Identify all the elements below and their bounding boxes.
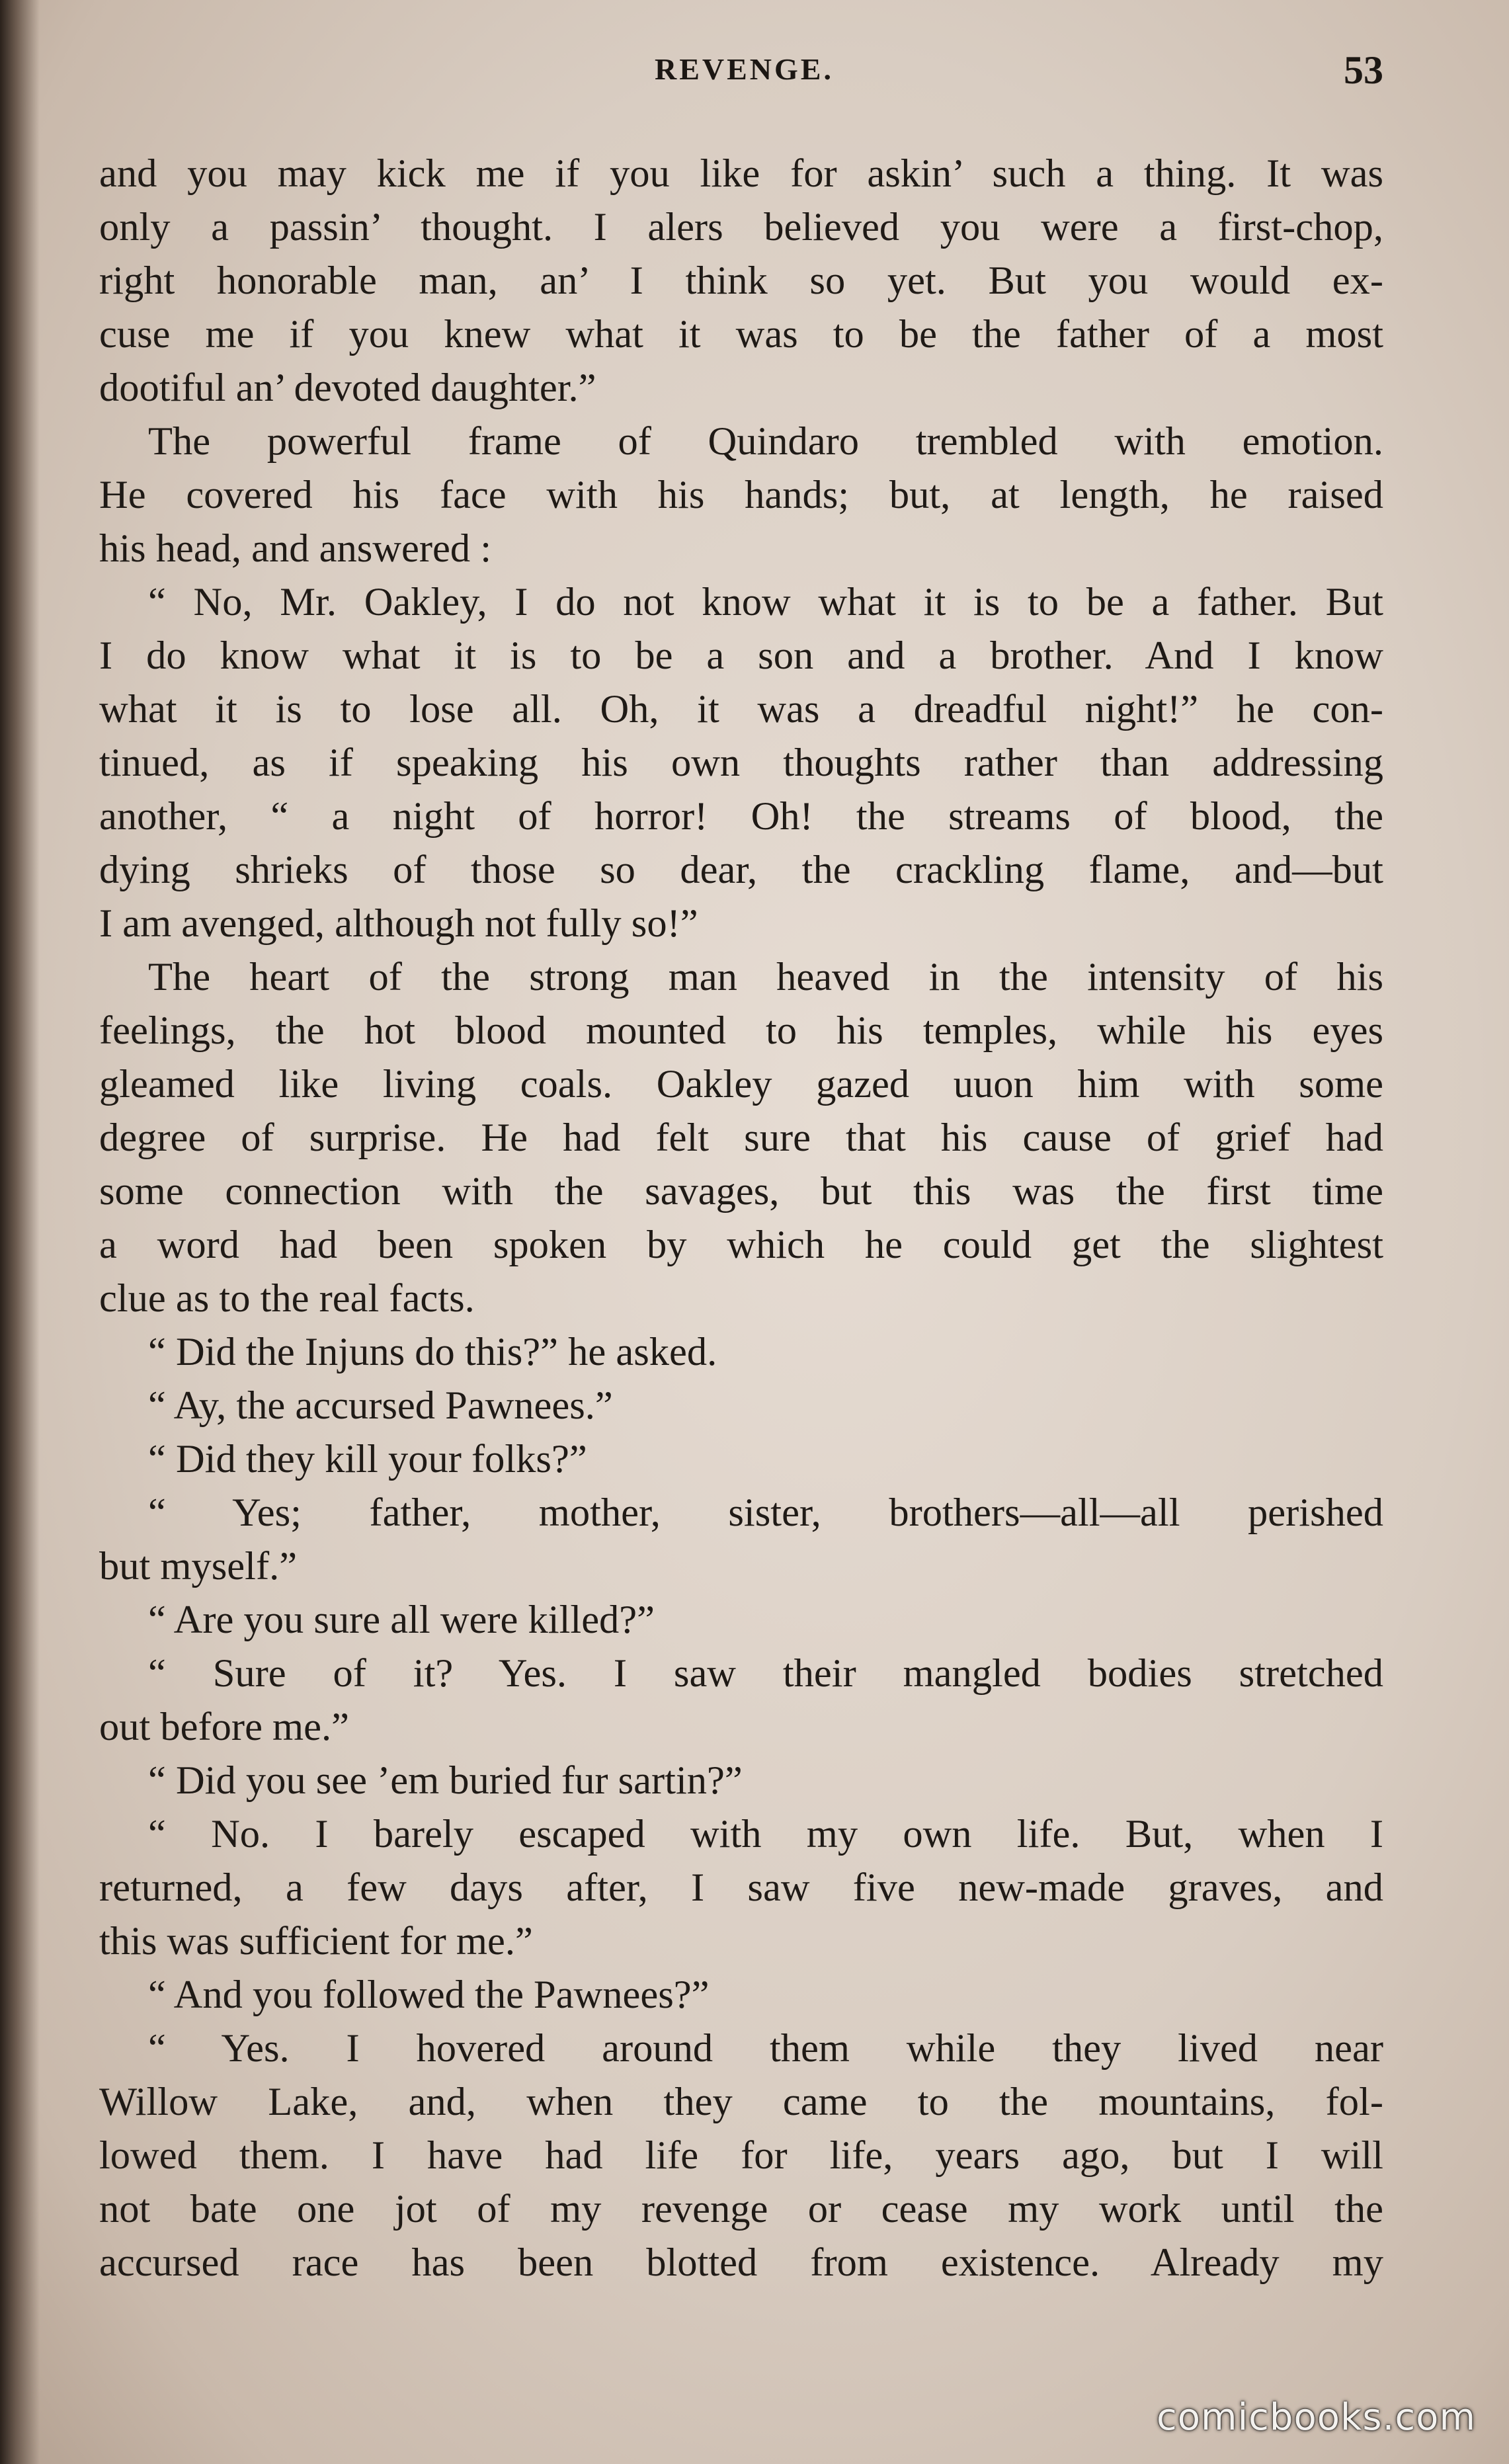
text-line: “ Yes. I hovered around them while they lived near	[148, 2026, 1383, 2071]
text-line: feelings, the hot blood mounted to his temples, while his eyes	[99, 1008, 1383, 1053]
text-line: but myself.”	[99, 1544, 298, 1588]
text-line: this was sufficient for me.”	[99, 1919, 533, 1963]
spine-shadow	[0, 0, 40, 2464]
text-line: another, “ a night of horror! Oh! the streams of blood, the	[99, 794, 1383, 839]
text-line: gleamed like living coals. Oakley gazed uuon him with some	[99, 1062, 1383, 1106]
text-line: what it is to lose all. Oh, it was a dreadful night!” he con-	[99, 687, 1383, 731]
text-line: The heart of the strong man heaved in the intensity of his	[148, 955, 1383, 999]
text-line: “ Did the Injuns do this?” he asked.	[148, 1330, 717, 1374]
text-line: accursed race has been blotted from existence. Already my	[99, 2240, 1383, 2285]
text-line: clue as to the real facts.	[99, 1276, 475, 1321]
text-line: returned, a few days after, I saw five new-made graves, and	[99, 1866, 1383, 1910]
text-line: dying shrieks of those so dear, the crackling flame, and—but	[99, 848, 1383, 892]
text-line: his head, and answered :	[99, 526, 492, 571]
text-line: degree of surprise. He had felt sure that his cause of grief had	[99, 1116, 1383, 1160]
text-line: “ Yes; father, mother, sister, brothers—all—all perished	[148, 1491, 1383, 1535]
running-head: REVENGE.	[655, 52, 834, 86]
text-line: dootiful an’ devoted daughter.”	[99, 366, 596, 410]
text-line: He covered his face with his hands; but, at length, he raised	[99, 473, 1383, 517]
text-line: and you may kick me if you like for askin’ such a thing. It was	[99, 151, 1383, 196]
text-line: lowed them. I have had life for life, years ago, but I will	[99, 2133, 1383, 2178]
text-line: “ Did you see ’em buried fur sartin?”	[148, 1758, 743, 1803]
page-number: 53	[1344, 48, 1383, 92]
text-line: “ Are you sure all were killed?”	[148, 1598, 655, 1642]
text-line: a word had been spoken by which he could get the slightest	[99, 1223, 1383, 1267]
text-line: “ No, Mr. Oakley, I do not know what it is to be a father. But	[148, 580, 1383, 624]
text-line: “ No. I barely escaped with my own life. But, when I	[148, 1812, 1383, 1856]
text-line: tinued, as if speaking his own thoughts rather than addressing	[99, 741, 1383, 785]
text-line: “ Did they kill your folks?”	[148, 1437, 587, 1481]
text-line: out before me.”	[99, 1705, 349, 1749]
text-line: “ Sure of it? Yes. I saw their mangled bodies stretched	[148, 1651, 1383, 1696]
text-line: The powerful frame of Quindaro trembled with emotion.	[148, 419, 1383, 464]
text-line: “ And you followed the Pawnees?”	[148, 1973, 710, 2017]
watermark: comicbooks.com	[1156, 2396, 1476, 2439]
text-line: cuse me if you knew what it was to be the father of a most	[99, 312, 1383, 356]
text-line: I do know what it is to be a son and a brother. And I know	[99, 634, 1383, 678]
text-line: “ Ay, the accursed Pawnees.”	[148, 1383, 613, 1428]
text-line: some connection with the savages, but this was the first time	[99, 1169, 1383, 1213]
body-text	[99, 147, 1383, 2289]
text-line: not bate one jot of my revenge or cease my work until the	[99, 2187, 1383, 2231]
text-line: Willow Lake, and, when they came to the mountains, fol-	[99, 2080, 1383, 2124]
text-line: only a passin’ thought. I alers believed you were a first-chop,	[99, 205, 1383, 249]
text-line: I am avenged, although not fully so!”	[99, 901, 698, 946]
text-line: right honorable man, an’ I think so yet. But you would ex-	[99, 259, 1383, 303]
